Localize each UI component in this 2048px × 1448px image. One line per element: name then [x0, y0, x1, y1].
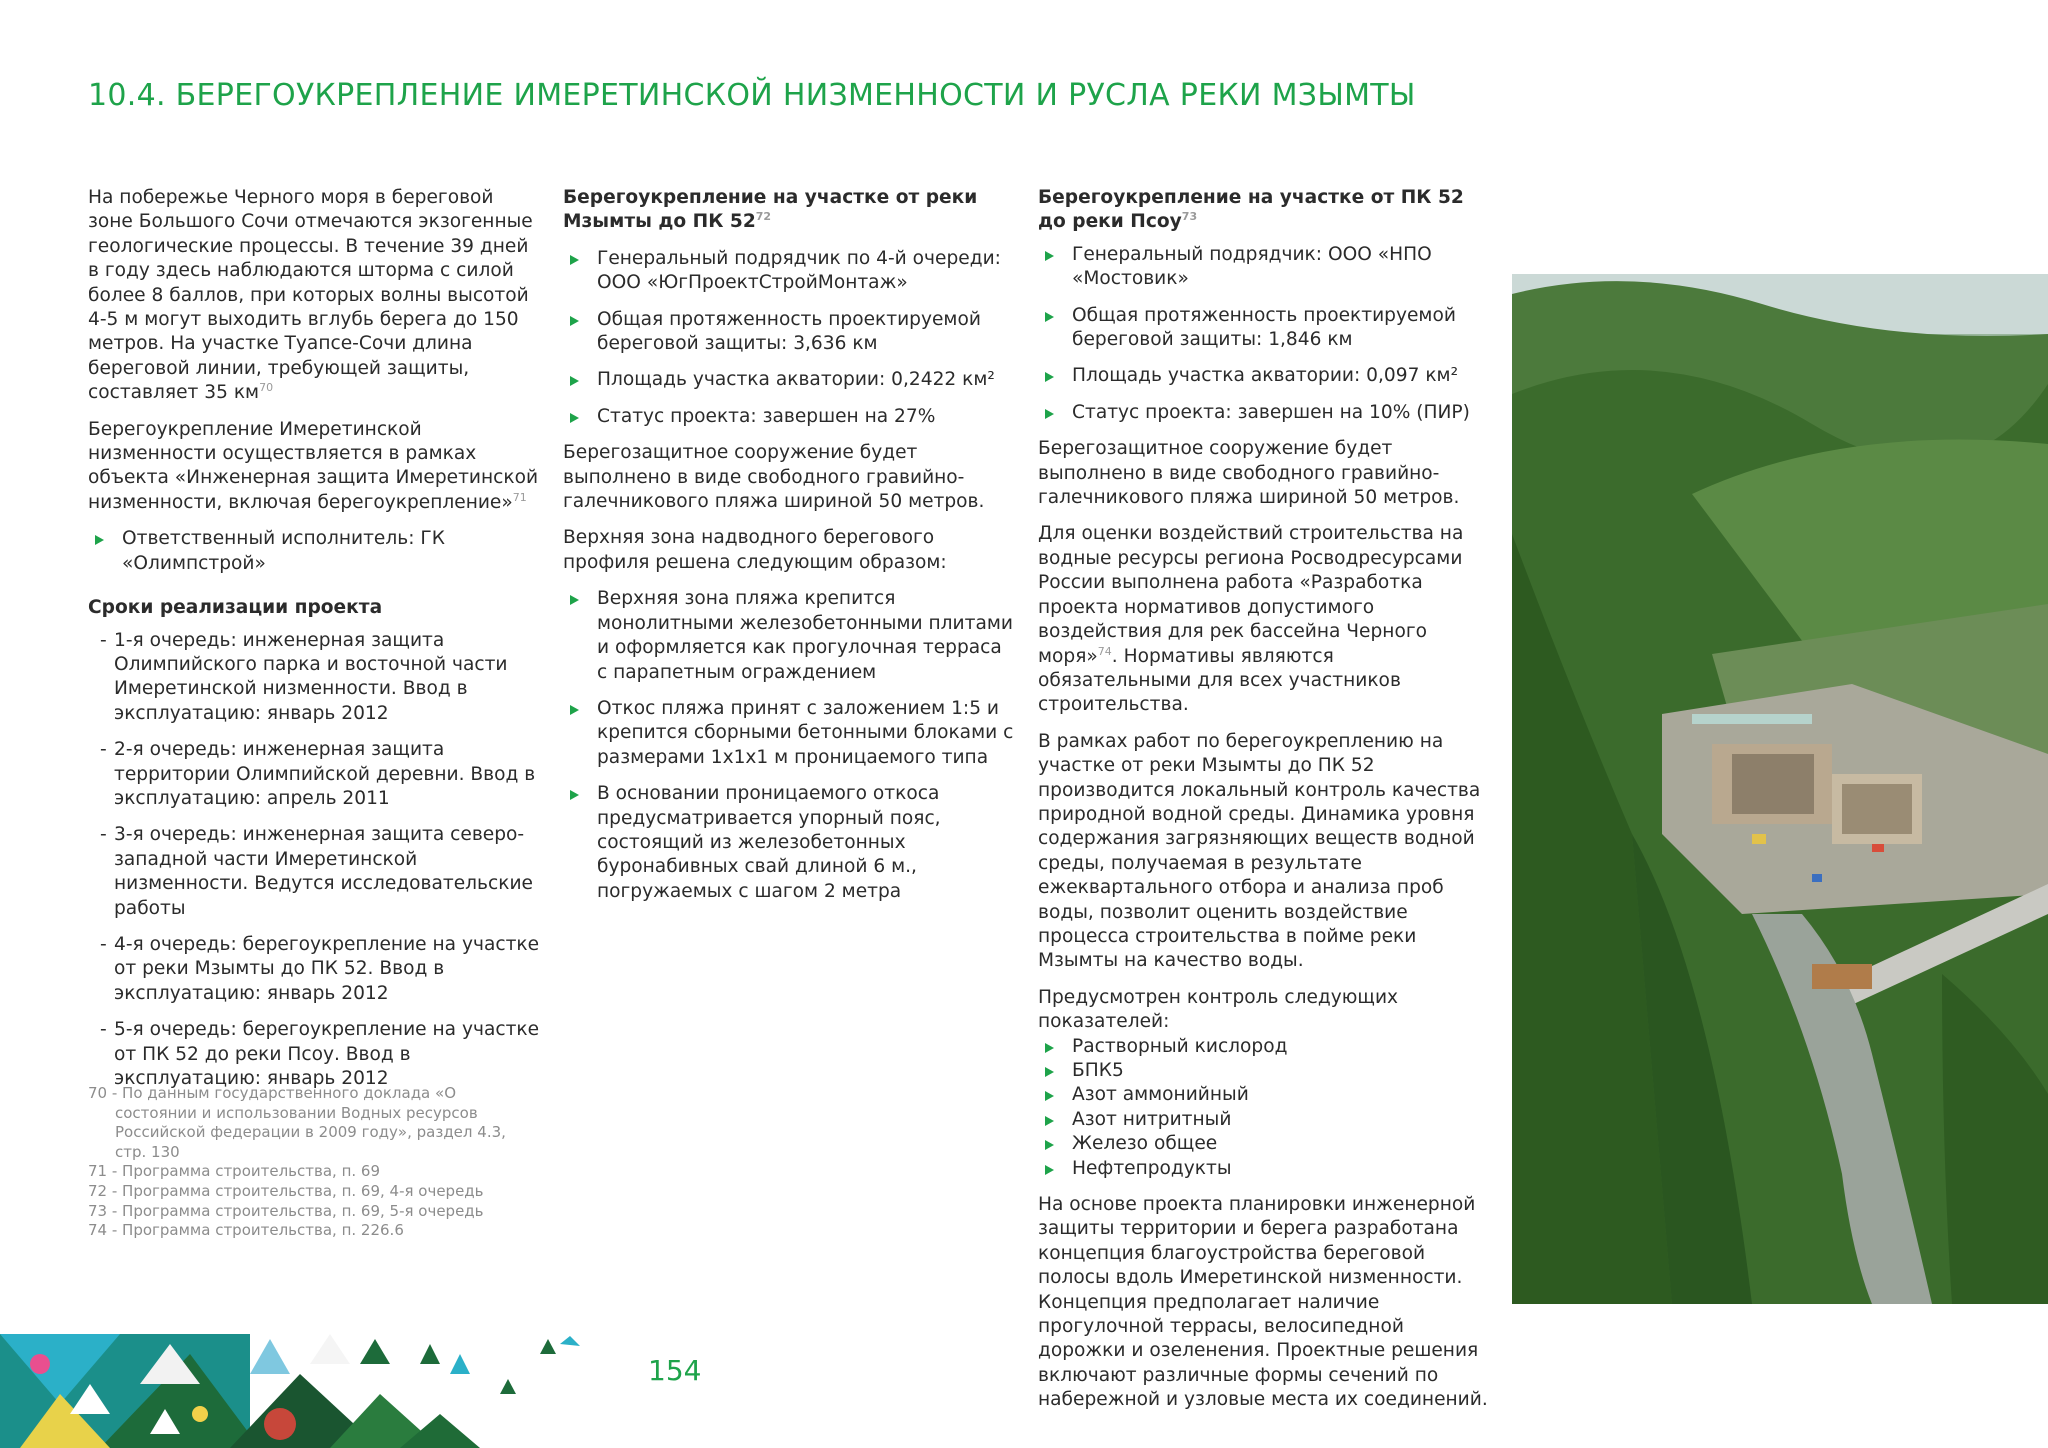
list-item: В основании проницаемого откоса предусматривается упорный пояс, состоящий из железобетонных буронабивных свай длиной 6 м., погружаемых с шагом 2 метра: [563, 782, 1015, 904]
footnote-ref[interactable]: 71: [512, 490, 527, 504]
section-heading: Берегоукрепление на участке от ПК 52 до реки Псоу$^{73}$: [1038, 187, 1464, 233]
paragraph: Берегозащитное сооружение будет выполнено в виде свободного гравийно-галечникового пляжа шириной 50 метров.: [563, 442, 985, 513]
list-item: Общая протяженность проектируемой береговой защиты: 1,846 км: [1038, 304, 1490, 353]
list-item: Площадь участка акватории: 0,2422 км²: [563, 368, 1015, 392]
footnote-ref[interactable]: 73: [1181, 210, 1198, 224]
column-2: [563, 186, 1015, 916]
project-facts-list: [1038, 243, 1490, 425]
list-item: Статус проекта: завершен на 10% (ПИР): [1038, 401, 1490, 425]
decorative-pattern: [0, 1334, 600, 1448]
list-item: Генеральный подрядчик: ООО «НПО «Мостовик»: [1038, 243, 1490, 292]
footnotes: [88, 1084, 538, 1241]
intro-paragraph: На побережье Черного моря в береговой зоне Большого Сочи отмечаются экзогенные геологические процессы. В течение 39 дней в году здесь наблюдаются шторма с силой более 8 баллов, при которых волны высотой 4-5 м могут выходить вглубь берега до 150 метров. На участке Туапсе-Сочи длина береговой линии, требующей защиты, составляет 35 $км^{70}$: [88, 187, 533, 404]
paragraph: Предусмотрен контроль следующих показателей:: [1038, 986, 1399, 1033]
footnote: 72 - Программа строительства, п. 69, 4-я очередь: [88, 1181, 484, 1200]
section-title: 10.4. БЕРЕГОУКРЕПЛЕНИЕ ИМЕРЕТИНСКОЙ НИЗМЕННОСТИ И РУСЛА РЕКИ МЗЫМТЫ: [88, 78, 1416, 113]
list-item: Верхняя зона пляжа крепится монолитными железобетонными плитами и оформляется как прогулочная терраса с парапетным ограждением: [563, 587, 1015, 685]
paragraph: На основе проекта планировки инженерной защиты территории и берега разработана концепция благоустройства береговой полосы вдоль Имеретинской низменности. Концепция предполагает наличие прогулочной террасы, велосипедной дорожки и озеленения. Проектные решения включают различные формы сечений по набережной и узловые места их соединений.: [1038, 1194, 1488, 1411]
list-item: Площадь участка акватории: 0,097 км²: [1038, 364, 1490, 388]
indicators-list: [1038, 1035, 1490, 1181]
list-item: - 5-я очередь: берегоукрепление на участке от ПК 52 до реки Псоу. Ввод в эксплуатацию: январь 2012: [88, 1018, 540, 1091]
list-item: Растворный кислород: [1038, 1035, 1490, 1059]
valley-construction-photo: [1512, 274, 2048, 1304]
design-list: [563, 587, 1015, 904]
section-heading: Берегоукрепление на участке от реки Мзымты до ПК $52^{72}$: [563, 187, 978, 233]
list-item: Азот аммонийный: [1038, 1083, 1490, 1107]
paragraph: Берегозащитное сооружение будет выполнено в виде свободного гравийно-галечникового пляжа шириной 50 метров.: [1038, 438, 1460, 509]
paragraph: Для оценки воздействий строительства на водные ресурсы региона Росводресурсами России выполнена работа «Разработка проекта нормативов допустимого воздействия для рек бассейна Черного моря»$^{74}$. Нормативы являются обязательными для всех участников строительства.: [1038, 523, 1464, 716]
column-3: [1038, 186, 1490, 1425]
list-item: Нефтепродукты: [1038, 1157, 1490, 1181]
project-facts-list: [563, 247, 1015, 429]
timeline-heading: Сроки реализации проекта: [88, 597, 383, 619]
column-1: [88, 186, 540, 1103]
paragraph: Верхняя зона надводного берегового профиля решена следующим образом:: [563, 527, 947, 573]
list-item: Генеральный подрядчик по 4-й очереди: ООО «ЮгПроектСтройМонтаж»: [563, 247, 1015, 296]
stages-list: [88, 629, 540, 1092]
list-item: БПК5: [1038, 1059, 1490, 1083]
list-item: Откос пляжа принят с заложением 1:5 и крепится сборными бетонными блоками с размерами 1х1х1 м проницаемого типа: [563, 697, 1015, 770]
footnote-ref[interactable]: 74: [1097, 644, 1112, 658]
photo-illustration: [1512, 274, 2048, 1304]
list-item: - 2-я очередь: инженерная защита территории Олимпийской деревни. Ввод в эксплуатацию: апрель 2011: [88, 738, 540, 811]
list-item: Азот нитритный: [1038, 1108, 1490, 1132]
list-item: - 4-я очередь: берегоукрепление на участке от реки Мзымты до ПК 52. Ввод в эксплуатацию: январь 2012: [88, 933, 540, 1006]
list-item: - 1-я очередь: инженерная защита Олимпийского парка и восточной части Имеретинской низменности. Ввод в эксплуатацию: январь 2012: [88, 629, 540, 727]
footnote: 70 - По данным государственного доклада «О состоянии и использовании Водных ресурсов Российской федерации в 2009 году», раздел 4.3, стр. 130: [88, 1084, 506, 1161]
list-item: Ответственный исполнитель: ГК «Олимпстрой»: [88, 527, 540, 576]
list-item: Железо общее: [1038, 1132, 1490, 1156]
list-item: Статус проекта: завершен на 27%: [563, 405, 1015, 429]
footnote: 73 - Программа строительства, п. 69, 5-я очередь: [88, 1201, 484, 1220]
list-item: - 3-я очередь: инженерная защита северо-западной части Имеретинской низменности. Ведутся исследовательские работы: [88, 823, 540, 921]
footnote-ref[interactable]: 70: [259, 381, 274, 395]
footnote: 71 - Программа строительства, п. 69: [88, 1162, 381, 1181]
paragraph: В рамках работ по берегоукреплению на участке от реки Мзымты до ПК 52 производится локальный контроль качества природной водной среды. Динамика уровня содержания загрязняющих веществ водной среды, получаемая в результате ежеквартального отбора и анализа проб воды, позволит оценить воздействие процесса строительства в пойме реки Мзымты на качество воды.: [1038, 730, 1481, 972]
executor-list: [88, 527, 540, 576]
list-item: Общая протяженность проектируемой береговой защиты: 3,636 км: [563, 308, 1015, 357]
footnote-ref[interactable]: 72: [755, 210, 772, 224]
page-number: 154: [648, 1354, 702, 1387]
scope-paragraph: Берегоукрепление Имеретинской низменности осуществляется в рамках объекта «Инженерная защита Имеретинской низменности, включая берегоукрепление»$^{71}$: [88, 418, 539, 513]
footnote: 74 - Программа строительства, п. 226.6: [88, 1221, 404, 1240]
